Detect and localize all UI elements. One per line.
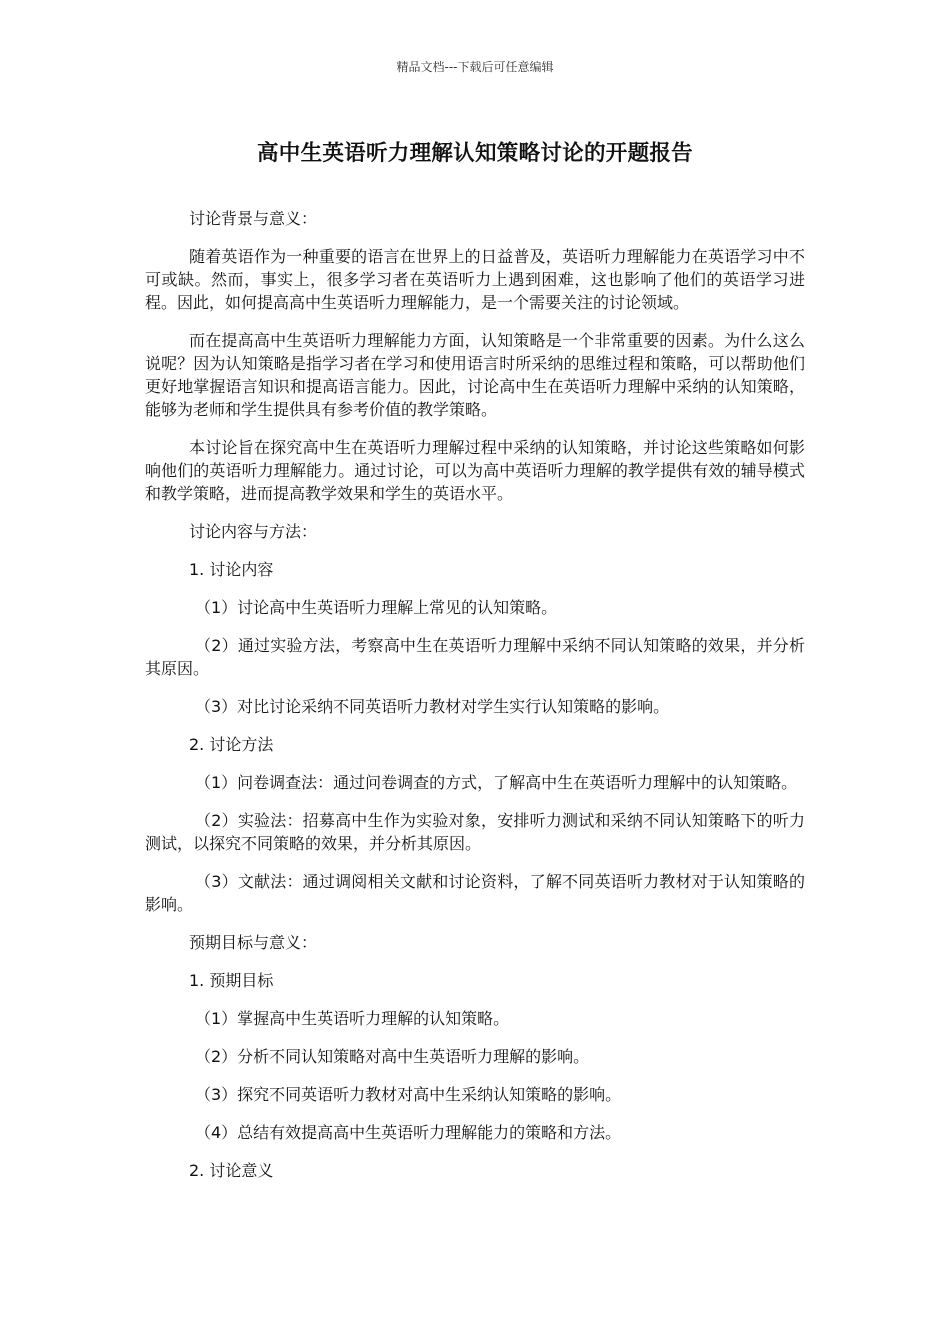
paragraph-background-1: 随着英语作为一种重要的语言在世界上的日益普及，英语听力理解能力在英语学习中不可或缺。然而，事实上，很多学习者在英语听力上遇到困难，这也影响了他们的英语学习进程。因此，如何提高高中生英语听力理解能力，是一个需要关注的讨论领域。 xyxy=(145,247,805,312)
section-heading-goals: 预期目标与意义： xyxy=(189,933,318,952)
list-item-method-1: （1）问卷调查法：通过问卷调查的方式，了解高中生在英语听力理解中的认知策略。 xyxy=(195,773,798,792)
list-item-content-3: （3）对比讨论采纳不同英语听力教材对学生实行认知策略的影响。 xyxy=(195,697,670,716)
paragraph-background-2: 而在提高高中生英语听力理解能力方面，认知策略是一个非常重要的因素。为什么这么说呢？因为认知策略是指学习者在学习和使用语言时所采纳的思维过程和策略，可以帮助他们更好地掌握语言知识和提高语言能力。因此，讨论高中生在英语听力理解中采纳的认知策略，能够为老师和学生提供具有参考价值的教学策略。 xyxy=(145,331,805,419)
list-item-goal-2: （2）分析不同认知策略对高中生英语听力理解的影响。 xyxy=(195,1047,590,1066)
list-item-content-2: （2）通过实验方法，考察高中生在英语听力理解中采纳不同认知策略的效果，并分析其原因。 xyxy=(145,636,805,678)
subheading-content: 1. 讨论内容 xyxy=(189,560,274,579)
list-item-goal-1: （1）掌握高中生英语听力理解的认知策略。 xyxy=(195,1009,510,1028)
document-body xyxy=(145,207,805,1182)
list-item-method-2: （2）实验法：招募高中生作为实验对象，安排听力测试和采纳不同认知策略下的听力测试，以探究不同策略的效果，并分析其原因。 xyxy=(145,811,805,853)
list-item-method-3: （3）文献法：通过调阅相关文献和讨论资料，了解不同英语听力教材对于认知策略的影响。 xyxy=(145,872,805,914)
document-title: 高中生英语听力理解认知策略讨论的开题报告 xyxy=(256,141,693,166)
subheading-method: 2. 讨论方法 xyxy=(189,735,274,754)
list-item-goal-3: （3）探究不同英语听力教材对高中生采纳认知策略的影响。 xyxy=(195,1085,622,1104)
list-item-goal-4: （4）总结有效提高高中生英语听力理解能力的策略和方法。 xyxy=(195,1123,622,1142)
list-item-content-1: （1）讨论高中生英语听力理解上常见的认知策略。 xyxy=(195,598,558,617)
page-header: 精品文档---下载后可任意编辑 xyxy=(396,60,554,74)
subheading-goals: 1. 预期目标 xyxy=(189,971,274,990)
subheading-significance: 2. 讨论意义 xyxy=(189,1161,274,1180)
section-heading-background: 讨论背景与意义： xyxy=(189,209,318,228)
paragraph-background-3: 本讨论旨在探究高中生在英语听力理解过程中采纳的认知策略，并讨论这些策略如何影响他们的英语听力理解能力。通过讨论，可以为高中英语听力理解的教学提供有效的辅导模式和教学策略，进而提高教学效果和学生的英语水平。 xyxy=(145,438,805,503)
section-heading-content-method: 讨论内容与方法： xyxy=(189,522,318,541)
